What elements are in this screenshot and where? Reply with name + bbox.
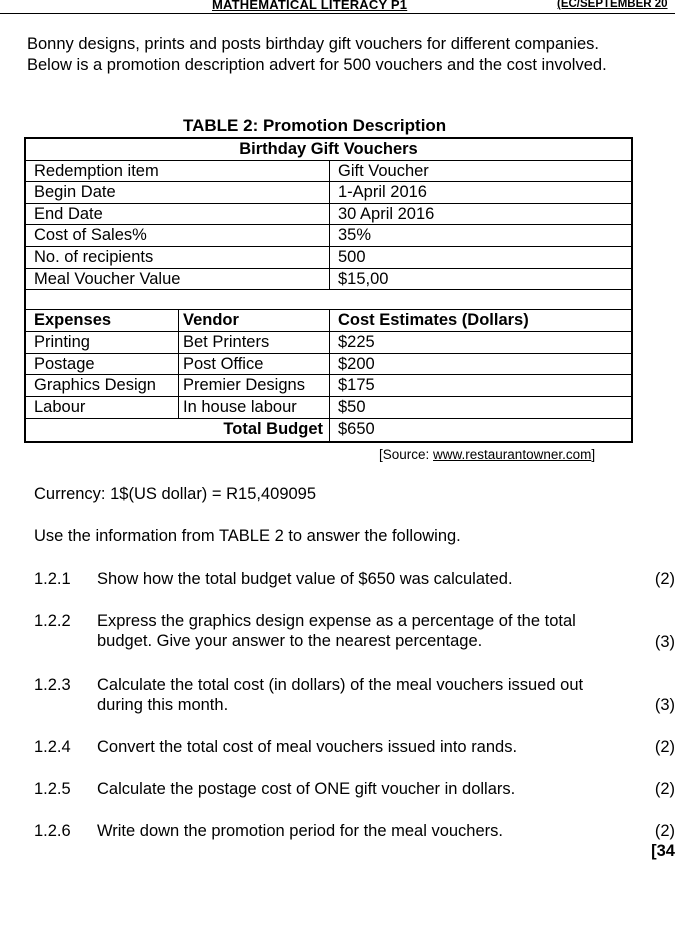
detail-label: Meal Voucher Value <box>34 269 181 288</box>
table-row <box>26 375 631 397</box>
total-marks: [34 <box>651 842 675 860</box>
question-marks: (2) <box>654 738 675 756</box>
expense-cost: $200 <box>329 354 631 375</box>
detail-value: $15,00 <box>329 269 631 290</box>
table-row <box>26 247 631 269</box>
source-link[interactable]: www.restaurantowner.com <box>433 447 592 462</box>
detail-label: No. of recipients <box>34 247 154 266</box>
question-number: 1.2.1 <box>34 570 71 588</box>
detail-value: 500 <box>329 247 631 268</box>
vendor-column-header: Vendor <box>178 310 329 331</box>
question-number: 1.2.4 <box>34 738 71 756</box>
total-row <box>26 419 631 441</box>
header-rule <box>0 13 675 14</box>
question-marks: (2) <box>654 822 675 840</box>
question-text: Write down the promotion period for the meal vouchers. <box>97 822 503 840</box>
question-1-2-5 <box>34 779 675 801</box>
table-row <box>26 182 631 204</box>
source-citation <box>379 447 595 462</box>
question-marks: (3) <box>654 633 675 651</box>
source-suffix: ] <box>591 447 596 462</box>
header-exam-session: (EC/SEPTEMBER 20 <box>557 0 668 10</box>
question-1-2-4 <box>34 737 675 759</box>
question-1-2-3 <box>34 675 675 719</box>
table-row <box>26 397 631 419</box>
table-row <box>26 225 631 247</box>
table-title: TABLE 2: Promotion Description <box>183 116 447 135</box>
table-heading-row <box>26 139 631 161</box>
detail-value: Gift Voucher <box>329 161 631 182</box>
table-row <box>26 332 631 354</box>
detail-label: End Date <box>34 204 103 223</box>
question-number: 1.2.5 <box>34 780 71 798</box>
expense-name: Graphics Design <box>34 376 156 395</box>
question-text: Express the graphics design expense as a percentage of the total budget. Give your answer to the nearest percentage. <box>97 612 576 650</box>
detail-value: 1-April 2016 <box>329 182 631 203</box>
detail-label: Begin Date <box>34 183 116 202</box>
table-heading: Birthday Gift Vouchers <box>239 140 418 158</box>
intro-paragraph: Bonny designs, prints and posts birthday gift vouchers for different companies. Below is a promotion description advert for 500 vouchers and the cost involved. <box>27 35 607 74</box>
question-text: Calculate the postage cost of ONE gift voucher in dollars. <box>97 780 516 798</box>
total-budget-label: Total Budget <box>223 419 323 438</box>
question-number: 1.2.6 <box>34 822 71 840</box>
instruction-text: Use the information from TABLE 2 to answer the following. <box>34 527 461 545</box>
expense-cost: $50 <box>329 397 631 418</box>
expense-vendor: Premier Designs <box>178 375 329 396</box>
table-row <box>26 161 631 183</box>
question-1-2-6 <box>34 821 675 843</box>
expense-name: Printing <box>34 332 90 351</box>
question-marks: (2) <box>654 570 675 588</box>
table-row <box>26 354 631 376</box>
detail-value: 30 April 2016 <box>329 204 631 225</box>
cost-column-header: Cost Estimates (Dollars) <box>329 310 631 331</box>
question-marks: (2) <box>654 780 675 798</box>
question-text: Convert the total cost of meal vouchers issued into rands. <box>97 738 518 756</box>
expense-vendor: Post Office <box>178 354 329 375</box>
question-1-2-1 <box>34 569 675 591</box>
total-budget-value: $650 <box>329 419 631 441</box>
question-text: Calculate the total cost (in dollars) of the meal vouchers issued out during this month. <box>97 676 584 714</box>
expense-name: Labour <box>34 398 86 417</box>
question-text: Show how the total budget value of $650 was calculated. <box>97 570 513 588</box>
promotion-table <box>24 137 633 443</box>
page-header <box>0 0 675 14</box>
question-marks: (3) <box>654 696 675 714</box>
expense-vendor: In house labour <box>178 397 329 418</box>
detail-value: 35% <box>329 225 631 246</box>
expense-cost: $175 <box>329 375 631 396</box>
question-1-2-2 <box>34 611 675 655</box>
currency-note: Currency: 1$(US dollar) = R15,409095 <box>34 485 317 503</box>
table-spacer-row <box>26 290 631 310</box>
question-number: 1.2.2 <box>34 612 71 630</box>
table-row <box>26 269 631 291</box>
detail-label: Cost of Sales% <box>34 226 147 245</box>
table-row <box>26 204 631 226</box>
expense-header-row <box>26 310 631 332</box>
question-number: 1.2.3 <box>34 676 71 694</box>
expense-cost: $225 <box>329 332 631 353</box>
expenses-column-header: Expenses <box>34 311 112 330</box>
header-title: MATHEMATICAL LITERACY P1 <box>212 0 408 12</box>
source-prefix: [Source: <box>379 447 434 462</box>
detail-label: Redemption item <box>34 161 159 180</box>
expense-vendor: Bet Printers <box>178 332 329 353</box>
expense-name: Postage <box>34 354 95 373</box>
